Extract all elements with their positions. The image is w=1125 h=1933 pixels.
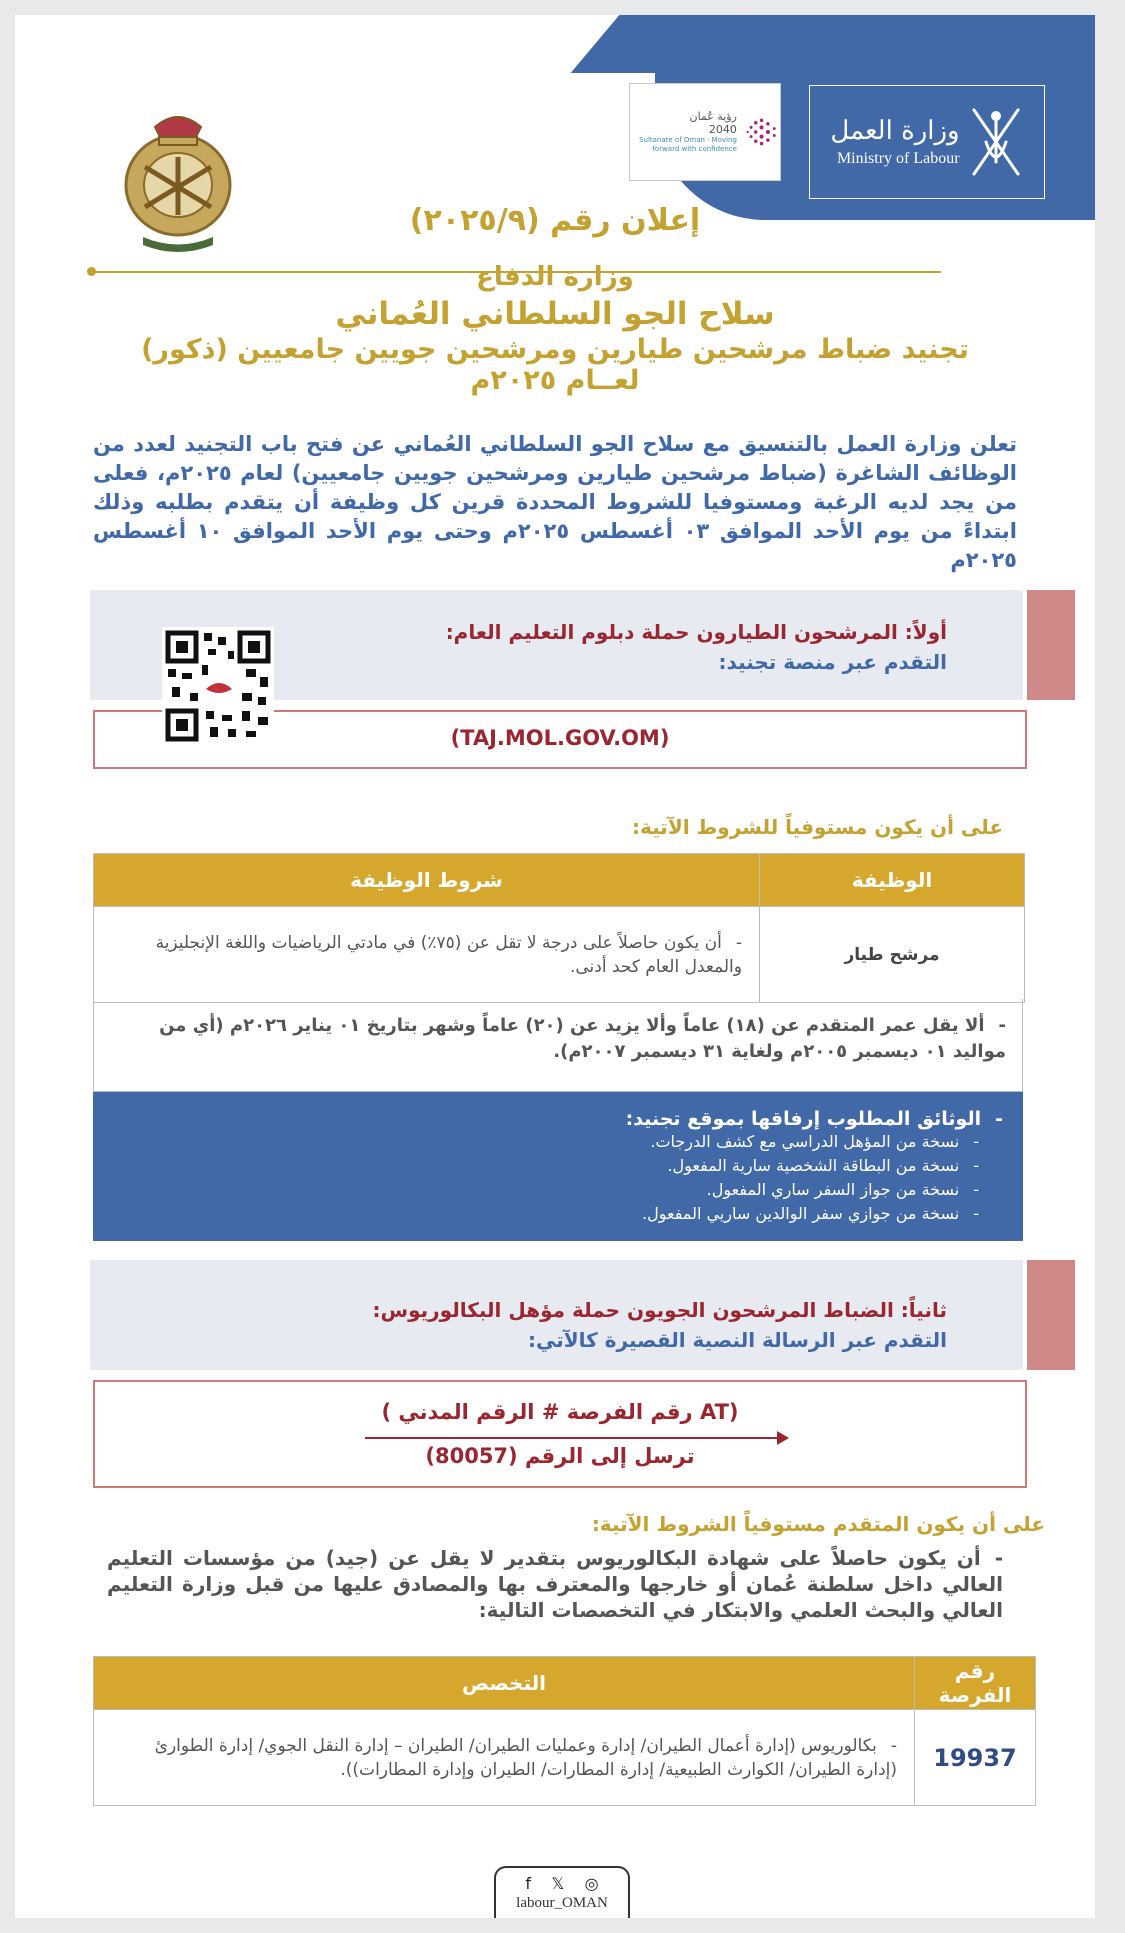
vision-subtitle: Sultanate of Oman · Moving forward with confidence: [639, 136, 737, 153]
bachelor-requirement: -أن يكون حاصلاً على شهادة البكالوريوس بتقدير لا يقل عن (جيد) من مؤسسات التعليم العالي داخل سلطنة عُمان أو خارجها والمعترف بها والمصادق عليها من قبل وزارة التعليم العالي والبحث العلمي والابتكار في التخصصات التالية:: [107, 1546, 1003, 1622]
x-icon[interactable]: 𝕏: [551, 1874, 565, 1893]
section1-accent: [1027, 590, 1075, 700]
issuing-ministry: وزارة الدفاع: [476, 262, 634, 292]
opportunity-number: 19937: [915, 1710, 1036, 1806]
section1-subtitle: التقدم عبر منصة تجنيد:: [718, 650, 947, 674]
document-item: نسخة من جوازي سفر الوالدين ساريي المفعول.: [642, 1204, 960, 1223]
qr-code[interactable]: [162, 627, 274, 755]
sms-box: [93, 1380, 1027, 1488]
header-opportunity: رقم الفرصة: [915, 1657, 1036, 1710]
announcement-page: [15, 15, 1095, 1918]
section2-accent: [1027, 1260, 1075, 1370]
condition-1: أن يكون حاصلاً على درجة لا تقل عن (٧٥٪) في مادتي الرياضيات واللغة الإنجليزية والمعدل العام كحد أدنى.: [155, 932, 742, 977]
header-job: الوظيفة: [760, 854, 1025, 907]
age-condition: ألا يقل عمر المتقدم عن (١٨) عاماً وألا يزيد عن (٢٠) عاماً وشهر بتاريخ ٠١ يناير ٢٠٢٦م (أي من مواليد ٠١ ديسمبر ٢٠٠٥م ولغاية ٣١ ديسمبر ٢٠٠٧م).: [159, 1015, 1006, 1062]
documents-block: -الوثائق المطلوب إرفاقها بموقع تجنيد: -نسخة من المؤهل الدراسي مع كشف الدرجات. -نسخة من البطاقة الشخصية سارية المفعول. -نسخة من جواز السفر ساري المفعول. -نسخة من جوازي سفر الوالدين ساريي المفعول.: [93, 1092, 1023, 1241]
qr-code-icon: [162, 627, 274, 745]
social-footer: [494, 1866, 630, 1918]
social-handle[interactable]: labour_OMAN: [516, 1895, 608, 1911]
sms-send-to: ترسل إلى الرقم (80057): [425, 1444, 695, 1468]
vision-dots-icon: [743, 102, 780, 162]
job-title: مرشح طيار: [760, 907, 1025, 1003]
age-condition-row: -ألا يقل عمر المتقدم عن (١٨) عاماً وألا يزيد عن (٢٠) عاماً وشهر بتاريخ ٠١ يناير ٢٠٢٦م (أي من مواليد ٠١ ديسمبر ٢٠٠٥م ولغاية ٣١ ديسمبر ٢٠٠٧م).: [93, 999, 1023, 1092]
documents-title: الوثائق المطلوب إرفاقها بموقع تجنيد:: [625, 1108, 982, 1130]
document-item: نسخة من المؤهل الدراسي مع كشف الدرجات.: [650, 1132, 960, 1151]
arrow-icon: [365, 1437, 785, 1439]
ministry-name-en: Ministry of Labour: [836, 150, 960, 167]
section1-table: [93, 853, 1025, 1003]
platform-url[interactable]: (TAJ.MOL.GOV.OM): [450, 726, 670, 750]
job-conditions-cell: -أن يكون حاصلاً على درجة لا تقل عن (٧٥٪) في مادتي الرياضيات واللغة الإنجليزية والمعدل العام كحد أدنى.: [94, 907, 760, 1003]
vision-year: 2040: [708, 123, 737, 136]
section2-header: [90, 1260, 1023, 1370]
announcement-headings: [15, 262, 1095, 396]
oman-vision-logo: [629, 83, 781, 181]
intro-paragraph: تعلن وزارة العمل بالتنسيق مع سلاح الجو السلطاني العُماني عن فتح باب التجنيد لعدد من الوظائف الشاغرة (ضباط مرشحين طيارين ومرشحين جويين جامعيين) لعام ٢٠٢٥م، فعلى من يجد لديه الرغبة ومستوفيا للشروط المحددة قرين كل وظيفة أن يتقدم بطلبه وذلك ابتداءً من يوم الأحد الموافق ٠٣ أغسطس ٢٠٢٥م وحتى يوم الأحد الموافق ١٠ أغسطس ٢٠٢٥م: [93, 432, 1017, 572]
khanjar-emblem-icon: [968, 102, 1024, 182]
requirement-text: أن يكون حاصلاً على شهادة البكالوريوس بتقدير لا يقل عن (جيد) من مؤسسات التعليم العالي داخل سلطنة عُمان أو خارجها والمعترف بها والمصادق عليها من قبل وزارة التعليم العالي والبحث العلمي والابتكار في التخصصات التالية:: [107, 1546, 1003, 1622]
sms-format: ( رقم الفرصة # الرقم المدني AT): [381, 1400, 739, 1424]
header-conditions: شروط الوظيفة: [94, 854, 760, 907]
header-specialization: التخصص: [94, 1657, 915, 1710]
vision-name: رؤية عُمان: [689, 110, 737, 123]
specialization-cell: -بكالوريوس (إدارة أعمال الطيران/ إدارة وعمليات الطيران/ الطيران – إدارة النقل الجوي/ إدارة الطوارئ (إدارة الطيران/ الكوارث الطبيعية/ إدارة المطارات/ الطيران وإدارة المطارات)).: [94, 1710, 915, 1806]
document-item: نسخة من البطاقة الشخصية سارية المفعول.: [667, 1156, 960, 1175]
section2-conditions-heading: على أن يكون المتقدم مستوفياً الشروط الآتية:: [591, 1512, 1045, 1536]
announcement-number: إعلان رقم (٢٠٢٥/٩): [409, 203, 701, 238]
section2-table: [93, 1656, 1036, 1806]
recruitment-year: لعــام ٢٠٢٥م: [470, 365, 640, 396]
ministry-name-ar: وزارة العمل: [830, 116, 960, 146]
document-item: نسخة من جواز السفر ساري المفعول.: [706, 1180, 960, 1199]
facebook-icon[interactable]: f: [525, 1874, 532, 1893]
section1-title: أولاً: المرشحون الطيارون حملة دبلوم التعليم العام:: [445, 620, 947, 644]
section2-subtitle: التقدم عبر الرسالة النصية القصيرة كالآتي:: [527, 1328, 947, 1352]
specialization: بكالوريوس (إدارة أعمال الطيران/ إدارة وعمليات الطيران/ الطيران – إدارة النقل الجوي/ إدارة الطوارئ (إدارة الطيران/ الكوارث الطبيعية/ إدارة المطارات/ الطيران وإدارة المطارات)).: [154, 1735, 897, 1780]
recruitment-subject: تجنيد ضباط مرشحين طيارين ومرشحين جويين جامعيين (ذكور): [141, 334, 969, 365]
section1-conditions-heading: على أن يكون مستوفياً للشروط الآتية:: [632, 815, 1003, 839]
section2-title: ثانياً: الضباط المرشحون الجويون حملة مؤهل البكالوريوس:: [372, 1298, 947, 1322]
ministry-logo: [809, 85, 1045, 199]
instagram-icon[interactable]: ◎: [584, 1874, 599, 1893]
air-force-name: سلاح الجو السلطاني العُماني: [335, 296, 775, 332]
